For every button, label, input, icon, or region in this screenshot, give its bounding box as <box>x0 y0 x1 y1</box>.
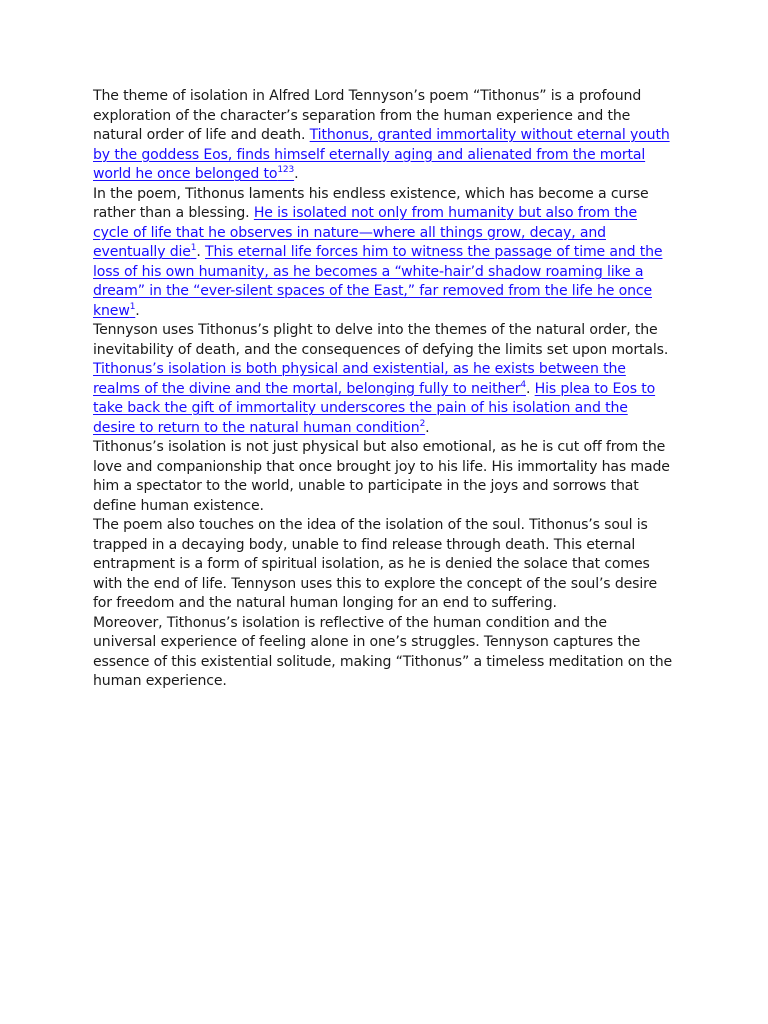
paragraph-2-text-2: . <box>196 244 206 260</box>
paragraph-2-text-3: . <box>135 302 140 319</box>
footnote-marker[interactable]: 1 <box>129 301 136 312</box>
paragraph-3-text-3: . <box>425 419 430 436</box>
reference-link-1-text[interactable]: Tithonus, granted immortality without eternal youth by the goddess Eos, finds himself eternally aging and alienated from the mortal world he once belonged to <box>93 127 670 182</box>
document-page <box>93 87 673 692</box>
paragraph-5 <box>93 516 673 614</box>
reference-link-3-text[interactable]: This eternal life forces him to witness the passage of time and the loss of his own humanity, as he becomes a “white-hair’d shadow roaming like a dream” in the “ever-silent spaces of the East,” far removed from the life he once knew <box>93 244 663 319</box>
paragraph-4 <box>93 438 673 516</box>
paragraph-2-text-1: In the poem, Tithonus laments his endless existence, which has become a curse rather than a blessing. <box>93 185 649 221</box>
paragraph-3-text-1: Tennyson uses Tithonus’s plight to delve into the themes of the natural order, the inevitability of death, and the consequences of defying the limits set upon mortals. <box>93 322 669 358</box>
reference-link-5-text[interactable]: His plea to Eos to take back the gift of immortality underscores the pain of his isolation and the desire to return to the natural human condition <box>93 380 656 436</box>
paragraph-6 <box>93 614 673 692</box>
reference-link-2-text[interactable]: He is isolated not only from humanity but also from the cycle of life that he observes in nature—where all things grow, decay, and eventually die <box>93 205 637 260</box>
paragraph-1-text-2: . <box>294 166 299 182</box>
paragraph-3 <box>93 321 673 438</box>
paragraph-4-text: Tithonus’s isolation is not just physical but also emotional, as he is cut off from the love and companionship that once brought joy to his life. His immortality has made him a spectator to the world, unable to participate in the joys and sorrows that define human existence. <box>93 439 670 514</box>
footnote-marker[interactable]: 1 <box>190 243 197 253</box>
footnote-marker[interactable]: 4 <box>520 379 526 390</box>
paragraph-2 <box>93 185 673 322</box>
footnote-marker[interactable]: 2 <box>419 418 426 429</box>
footnote-marker[interactable]: 123 <box>277 165 295 175</box>
paragraph-5-text: The poem also touches on the idea of the isolation of the soul. Tithonus’s soul is trapped in a decaying body, unable to find release through death. This eternal entrapment is a form of spiritual isolation, as he is denied the solace that comes with the end of life. Tennyson uses this to explore the concept of the soul’s desire for freedom and the natural human longing for an end to suffering. <box>93 517 657 611</box>
reference-link-4-text[interactable]: Tithonus’s isolation is both physical and existential, as he exists between the realms of the divine and the mortal, belonging fully to neither <box>93 361 626 397</box>
paragraph-3-text-2: . <box>525 380 535 397</box>
paragraph-1 <box>93 87 673 185</box>
paragraph-1-text-1: The theme of isolation in Alfred Lord Tennyson’s poem “Tithonus” is a profound exploration of the character’s separation from the human experience and the natural order of life and death. <box>93 88 642 143</box>
paragraph-6-text: Moreover, Tithonus’s isolation is reflective of the human condition and the universal experience of feeling alone in one’s struggles. Tennyson captures the essence of this existential solitude, making “Tithonus” a timeless meditation on the human experience. <box>93 614 673 689</box>
